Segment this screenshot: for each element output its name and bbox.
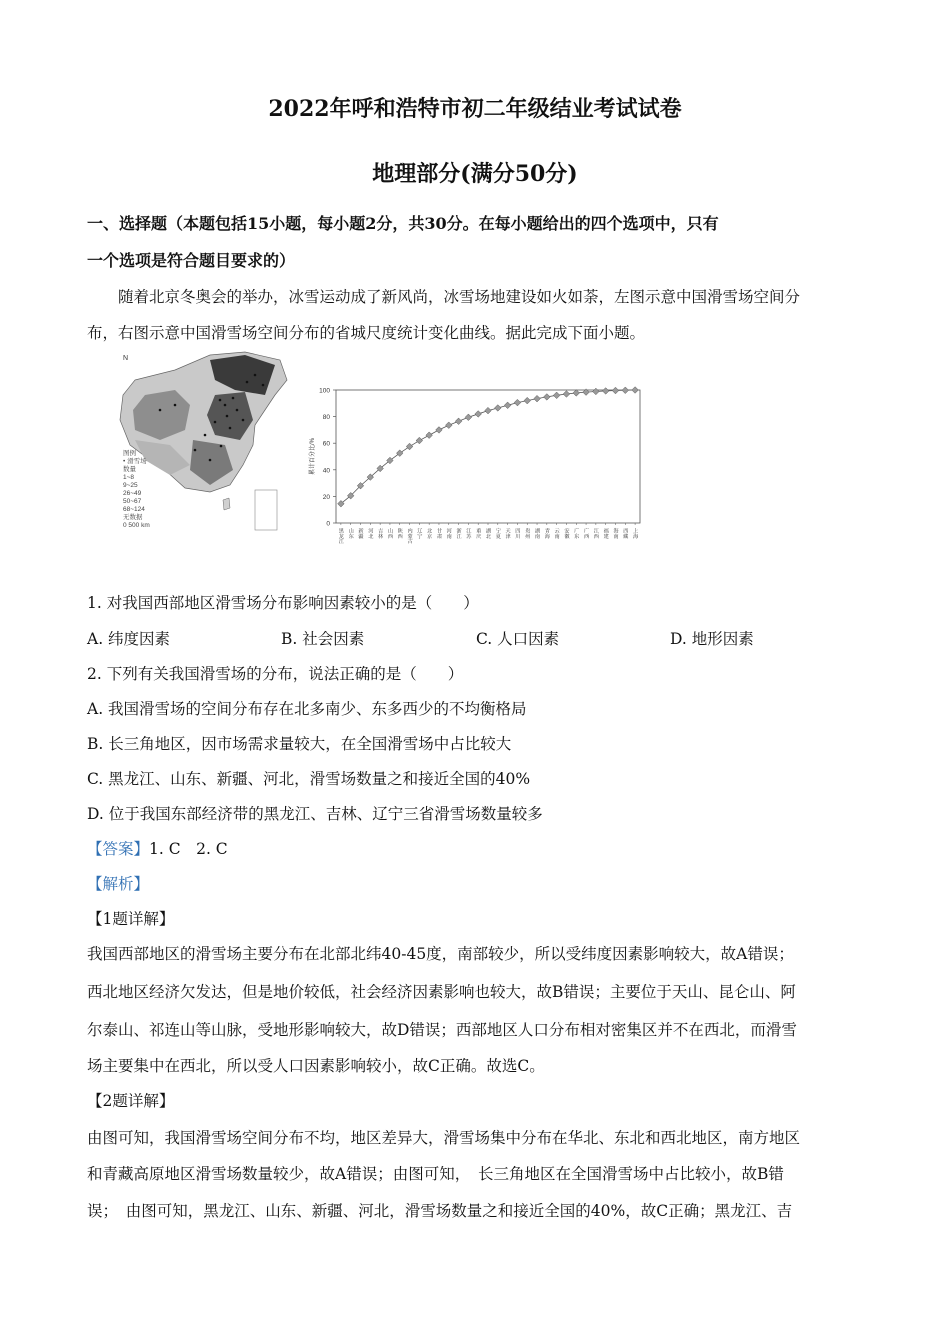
q1-option-d: D. 地形因素 [670,630,754,648]
data-point [495,405,502,412]
x-tick-label: 湖南 [534,528,541,539]
data-point [504,402,511,409]
y-tick-label: 20 [322,493,330,501]
data-point [426,432,433,439]
x-tick-label: 湖北 [485,528,491,539]
q2-option-b: B. 长三角地区，因市场需求量较大，在全国滑雪场中占比较大 [87,735,512,753]
data-point [396,450,403,457]
data-point [524,397,531,404]
x-tick-label: 安徽 [563,528,570,539]
section-heading-line2: 一个选项是符合题目要求的） [87,251,296,270]
x-tick-label: 广西 [583,528,590,539]
map-legend [123,450,150,530]
detail1-line2: 西北地区经济欠发达，但是地价较低，社会经济因素影响也较大，故B错误；主要位于天山、昆仑山、阿 [87,983,796,1001]
data-point [563,391,570,398]
q1-option-a: A. 纬度因素 [87,630,171,648]
intro-line1: 随着北京冬奥会的举办，冰雪运动成了新风尚，冰雪场地建设如火如荼，左图示意中国滑雪场空间分 [118,288,801,306]
detail1-title: 【1题详解】 [87,910,175,928]
x-tick-label: 河北 [367,528,374,539]
legend-item-5: 50~67 [123,498,142,505]
x-tick-label: 北京 [426,528,433,539]
data-point [406,443,413,450]
x-tick-label: 天津 [504,528,511,539]
data-point [416,437,423,444]
x-tick-label: 重庆 [475,528,482,539]
data-point [514,399,521,406]
x-tick-label: 广东 [573,528,580,539]
data-point [445,422,452,429]
data-point [436,427,443,434]
data-point [602,388,609,395]
intro-line2: 布，右图示意中国滑雪场空间分布的省城尺度统计变化曲线。据此完成下面小题。 [87,324,646,342]
data-point [534,395,541,402]
q1-option-b: B. 社会因素 [281,630,365,648]
y-tick-label: 80 [322,414,330,422]
x-tick-label: 海南 [612,528,619,539]
legend-item-1: 数量 [123,466,136,473]
x-tick-label: 四川 [514,528,521,539]
detail2-line1: 由图可知，我国滑雪场空间分布不均，地区差异大，滑雪场集中分布在华北、东北和西北地区，南方地区 [87,1129,801,1147]
x-tick-label: 上海 [632,528,639,539]
x-tick-label: 吉林 [377,528,384,539]
data-point [573,390,580,397]
x-tick-label: 贵州 [524,528,531,539]
x-tick-label: 山西 [386,528,393,539]
detail1-line4: 场主要集中在西北，所以受人口因素影响较小，故C正确。故选C。 [87,1057,545,1075]
y-tick-label: 100 [319,387,330,395]
analysis-label: 【解析】 [87,875,150,893]
legend-item-6: 68~124 [123,506,145,513]
legend-item-7: 无数据 [123,514,143,521]
q2-stem: 2. 下列有关我国滑雪场的分布，说法正确的是（ ） [87,665,464,683]
x-tick-label: 西藏 [622,528,629,539]
answer-text: 1. C 2. C [149,840,228,858]
x-tick-label: 新疆 [357,528,364,539]
q2-option-d: D. 位于我国东部经济带的黑龙江、吉林、辽宁三省滑雪场数量较多 [87,805,543,823]
data-point [593,388,600,395]
detail2-title: 【2题详解】 [87,1092,175,1110]
x-tick-label: 河南 [445,528,452,539]
y-tick-label: 40 [322,467,330,475]
answer-line [87,837,228,859]
y-tick-label: 0 [326,520,330,528]
y-axis-label: 累计百分比/% [310,437,316,476]
q1-stem: 1. 对我国西部地区滑雪场分布影响因素较小的是（ ） [87,594,479,612]
q1-option-c: C. 人口因素 [476,630,560,648]
x-tick-label: 江西 [592,528,599,539]
q2-option-c: C. 黑龙江、山东、新疆、河北，滑雪场数量之和接近全国的40% [87,770,531,788]
data-point [632,387,639,394]
answer-label: 【答案】 [87,840,150,858]
legend-item-3: 9~25 [123,482,138,489]
data-point [475,411,482,418]
map-scale: 0 500 km [123,522,150,529]
x-tick-label: 黑龙江 [337,528,344,544]
x-tick-label: 云南 [553,528,560,539]
data-point [485,407,492,414]
exam-title: 2022年呼和浩特市初二年级结业考试试卷 [268,96,682,122]
data-point [612,387,619,394]
data-point [553,392,560,399]
legend-title: 图例 [123,450,136,457]
detail1-line3: 尔泰山、祁连山等山脉，受地形影响较大，故D错误；西部地区人口分布相对密集区并不在西北，而滑雪 [87,1021,797,1039]
x-tick-label: 浙江 [455,528,462,539]
data-point [455,418,462,425]
cumulative-percent-chart [300,380,650,560]
exam-subtitle: 地理部分(满分50分) [372,161,578,187]
detail2-line2: 和青藏高原地区滑雪场数量较少，故A错误；由图可知， 长三角地区在全国滑雪场中占比较小，故B错 [87,1165,784,1183]
x-tick-label: 陕西 [396,528,403,539]
china-ski-resort-map [115,350,295,545]
north-arrow: N [123,355,129,362]
x-tick-label: 江苏 [465,528,472,539]
x-tick-label: 甘肃 [435,528,442,539]
data-point [465,414,472,421]
legend-item-0: • 滑雪场 [123,458,147,465]
x-tick-label: 青海 [543,528,550,539]
x-tick-label: 福建 [602,528,609,539]
data-point [544,394,551,401]
x-tick-label: 宁夏 [494,528,501,539]
y-tick-label: 60 [322,440,330,448]
data-point [622,387,629,394]
x-tick-label: 山东 [347,528,354,539]
q2-option-a: A. 我国滑雪场的空间分布存在北多南少、东多西少的不均衡格局 [87,700,527,718]
section-heading-line1: 一、选择题（本题包括15小题，每小题2分，共30分。在每小题给出的四个选项中，只有 [87,214,719,233]
x-tick-label: 辽宁 [416,528,423,539]
legend-item-2: 1~8 [123,474,135,481]
x-tick-label: 内蒙古 [406,528,413,544]
detail2-line3: 误； 由图可知，黑龙江、山东、新疆、河北，滑雪场数量之和接近全国的40%，故C正确；黑龙江、吉 [87,1202,793,1220]
legend-item-4: 26~49 [123,490,142,497]
detail1-line1: 我国西部地区的滑雪场主要分布在北部北纬40-45度，南部较少，所以受纬度因素影响较大，故A错误； [87,945,794,963]
